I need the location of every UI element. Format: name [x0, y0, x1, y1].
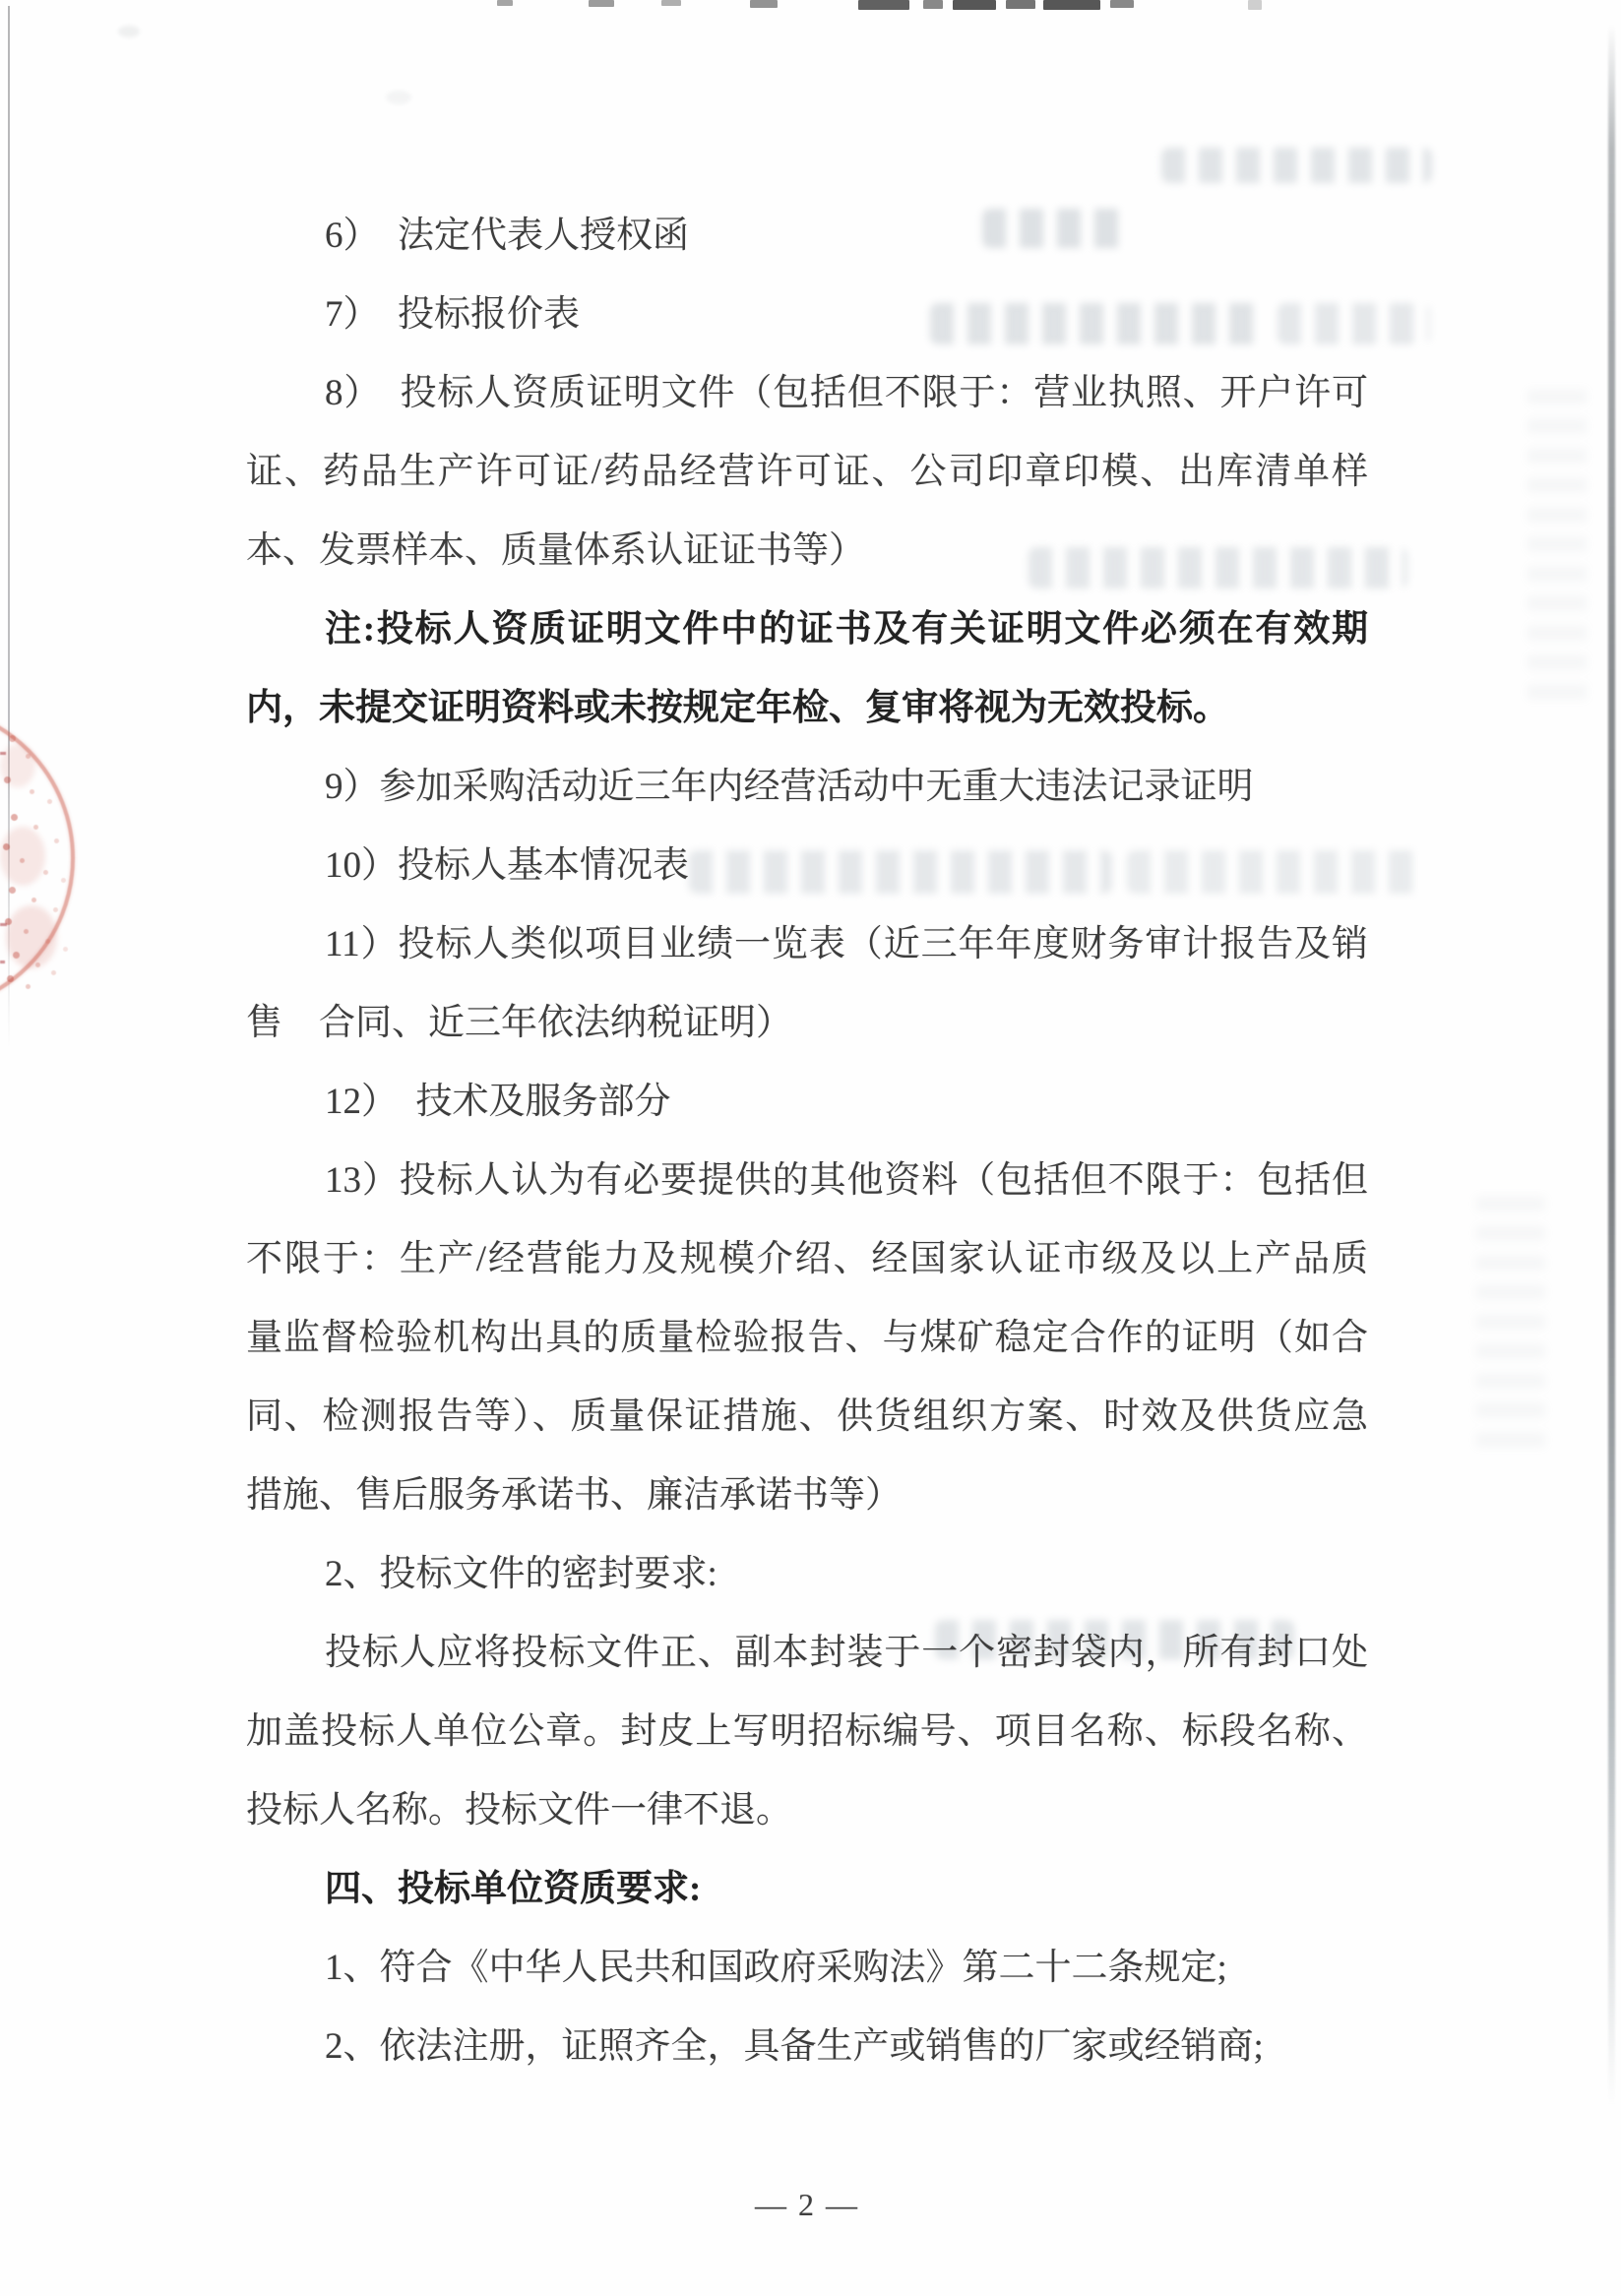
scan-edge-shadow-right: [1608, 25, 1615, 2106]
scan-top-edge-mark: [858, 0, 909, 10]
scan-noise-stripe: [1476, 1191, 1545, 1447]
doc-line-item-10: 10）投标人基本情况表: [325, 845, 689, 886]
scan-smudge: [386, 91, 411, 104]
doc-line-seal-req-body: 投标人应将投标文件正、副本封装于一个密封袋内，所有封口处: [325, 1633, 1368, 1673]
scan-top-edge-mark: [589, 0, 614, 7]
red-seal-smudge: [0, 827, 45, 886]
doc-line-note-cont: 内，未提交证明资料或未按规定年检、复审将视为无效投标。: [246, 688, 1229, 728]
doc-line-item-9: 9）参加采购活动近三年内经营活动中无重大违法记录证明: [325, 767, 1254, 807]
doc-line-item-13: 13）投标人认为有必要提供的其他资料（包括但不限于：包括但: [325, 1160, 1368, 1201]
doc-line-item-13-cont: 同、检测报告等）、质量保证措施、供货组织方案、时效及供货应急: [246, 1396, 1368, 1437]
red-seal-edge-mark: [0, 923, 7, 926]
scan-smudge: [118, 26, 140, 37]
doc-line-item-8-cont: 本、发票样本、质量体系认证证书等）: [246, 530, 865, 571]
scan-top-edge-mark: [1043, 0, 1100, 10]
doc-line-item-13-cont: 量监督检验机构出具的质量检验报告、与煤矿稳定合作的证明（如合: [246, 1318, 1368, 1358]
scan-top-edge-mark: [497, 0, 513, 6]
doc-line-item-13-cont: 措施、售后服务承诺书、廉洁承诺书等）: [246, 1475, 902, 1516]
doc-line-item-7: 7） 投标报价表: [325, 294, 580, 335]
doc-line-item-8-cont: 证、药品生产许可证/药品经营许可证、公司印章印模、出库清单样: [246, 452, 1368, 492]
scan-top-edge-mark: [750, 0, 778, 8]
bleed-through-fragment: [1161, 148, 1432, 183]
doc-heading-section-4: 四、投标单位资质要求:: [325, 1869, 702, 1909]
red-seal-speckles: [0, 0, 5, 5]
doc-line-qual-1: 1、符合《中华人民共和国政府采购法》第二十二条规定;: [325, 1948, 1227, 1988]
doc-line-qual-2: 2、依法注册，证照齐全，具备生产或销售的厂家或经销商;: [325, 2026, 1264, 2067]
doc-line-item-6: 6） 法定代表人授权函: [325, 216, 689, 256]
red-seal-smudge: [6, 905, 57, 968]
doc-line-item-11: 11）投标人类似项目业绩一览表（近三年年度财务审计报告及销: [325, 924, 1368, 964]
scan-top-edge-mark: [1006, 0, 1035, 9]
scan-top-edge-mark: [1248, 0, 1262, 10]
doc-line-note: 注:投标人资质证明文件中的证书及有关证明文件必须在有效期: [325, 609, 1368, 650]
doc-line-seal-req-body: 加盖投标人单位公章。封皮上写明招标编号、项目名称、标段名称、: [246, 1711, 1368, 1752]
scan-top-edge-mark: [1110, 0, 1134, 8]
doc-line-seal-req: 2、投标文件的密封要求:: [325, 1554, 717, 1594]
red-seal-edge-mark: [0, 752, 6, 755]
scan-noise-stripe: [1527, 374, 1587, 699]
scan-top-edge-mark: [923, 0, 943, 9]
doc-line-seal-req-body: 投标人名称。投标文件一律不退。: [246, 1790, 792, 1831]
scan-top-edge-mark: [661, 0, 681, 6]
scan-top-edge-mark: [953, 0, 996, 10]
red-seal-edge-mark: [0, 961, 5, 963]
doc-line-item-8: 8） 投标人资质证明文件（包括但不限于：营业执照、开户许可: [325, 373, 1368, 413]
page-number: — 2 —: [755, 2187, 859, 2222]
doc-line-item-12: 12） 技术及服务部分: [325, 1082, 671, 1122]
doc-line-item-11-cont: 售 合同、近三年依法纳税证明）: [246, 1003, 792, 1043]
red-seal-smudge: [0, 744, 35, 787]
doc-line-item-13-cont: 不限于：生产/经营能力及规模介绍、经国家认证市级及以上产品质: [246, 1239, 1368, 1279]
